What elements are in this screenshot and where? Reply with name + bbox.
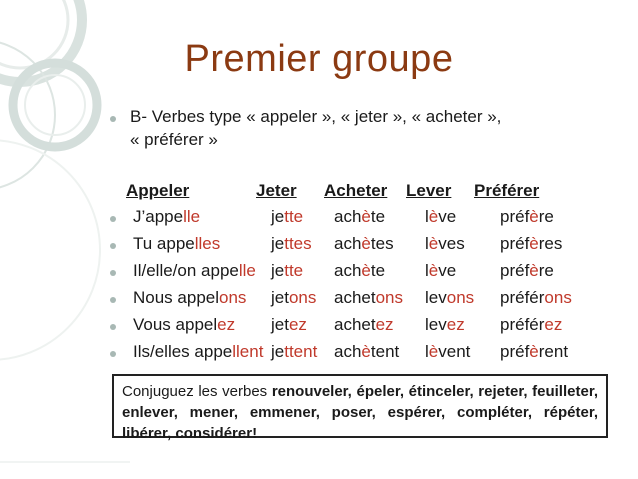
conjugation-cell: jetez [271,315,307,334]
conjugation-cell: Vous appelez [133,315,236,334]
conjugation-cell: Ils/elles appellent [133,342,264,361]
conjugation-cell: achetons [334,288,404,307]
bullet-icon [110,116,116,122]
conjugation-cell: préfères [500,234,563,253]
bullet-icon [110,243,116,249]
subtitle-line-1: B- Verbes type « appeler », « jeter », « acheter », [130,107,502,126]
conjugation-cell: achetez [334,315,394,334]
conjugation-cell: levez [425,315,465,334]
conjugation-cell: lève [425,261,457,280]
conjugation-cell: lèves [425,234,465,253]
conjugation-cell: lève [425,207,457,226]
column-header-2: Acheter [324,181,388,200]
conjugation-cell: achètent [334,342,400,361]
conjugation-cell: lèvent [425,342,471,361]
bullet-icon [110,216,116,222]
conjugation-cell: jetons [271,288,317,307]
conjugation-cell: Nous appelons [133,288,247,307]
conjugation-cell: achète [334,207,386,226]
conjugation-cell: J’appelle [133,207,201,226]
bullet-icon [110,324,116,330]
column-header-0: Appeler [126,181,190,200]
conjugation-cell: achète [334,261,386,280]
bullet-icon [110,351,116,357]
subtitle-line-2: « préférer » [130,130,218,149]
conjugation-cell: levons [425,288,475,307]
slide-title: Premier groupe [184,38,454,80]
conjugation-cell: Tu appelles [133,234,221,253]
conjugation-cell: préférez [500,315,563,334]
conjugation-cell: jettent [271,342,318,361]
exercise-intro: Conjuguez les verbes [122,383,272,400]
conjugation-cell: préférons [500,288,572,307]
bullet-icon [110,297,116,303]
conjugation-cell: préfère [500,261,554,280]
exercise-box [112,374,608,442]
bullet-icon [110,270,116,276]
conjugation-cell: achètes [334,234,394,253]
conjugation-cell: Il/elle/on appelle [133,261,256,280]
conjugation-cell: préfère [500,207,554,226]
conjugation-cell: préfèrent [500,342,569,361]
column-header-3: Lever [406,181,452,200]
exercise-verbs: renouveler, épeler, étinceler, rejeter, feuilleter, enlever, mener, emmener, poser, espérer, compléter, répéter, libérer, considérer! [122,383,598,442]
conjugation-cell: jettes [271,234,312,253]
column-header-4: Préférer [474,181,540,200]
conjugation-cell: jette [271,261,304,280]
column-header-1: Jeter [256,181,297,200]
conjugation-cell: jette [271,207,304,226]
